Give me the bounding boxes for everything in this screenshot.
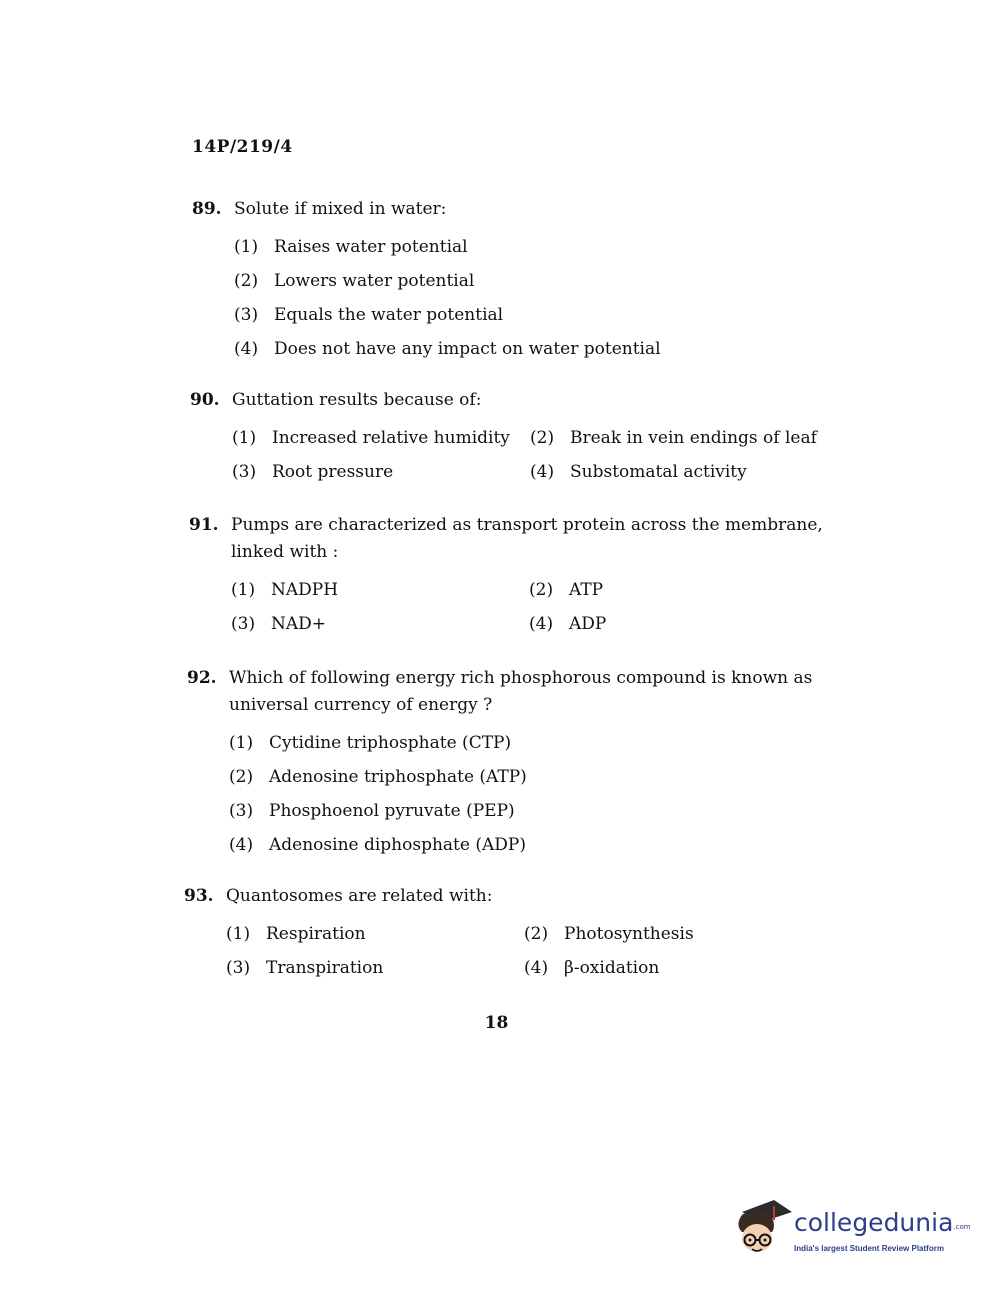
option-text: Raises water potential	[274, 237, 468, 257]
question-text: Quantosomes are related with:	[226, 886, 493, 906]
logo-domain: .com	[953, 1223, 971, 1231]
option-number: (4)	[524, 958, 549, 978]
option-number: (3)	[226, 958, 251, 978]
option-1	[232, 428, 530, 448]
option-text: Equals the water potential	[274, 305, 504, 325]
option-4	[530, 462, 747, 482]
option-number: (2)	[229, 767, 254, 787]
option-number: (1)	[229, 733, 254, 753]
option-2	[229, 767, 527, 787]
question-text: Guttation results because of:	[232, 390, 482, 410]
option-3	[226, 958, 524, 978]
option-1	[234, 237, 468, 257]
option-number: (2)	[524, 924, 549, 944]
option-text: Phosphoenol pyruvate (PEP)	[269, 801, 515, 821]
options-list	[226, 917, 824, 985]
page-number: 18	[484, 1013, 509, 1033]
question-text: Pumps are characterized as transport protein across the membrane, linked with :	[231, 515, 823, 562]
option-text: Photosynthesis	[564, 924, 694, 944]
options-list	[231, 573, 829, 641]
question-number: 92.	[187, 668, 217, 688]
question-93	[184, 883, 824, 985]
option-text: Adenosine triphosphate (ATP)	[269, 767, 527, 787]
option-3	[229, 801, 515, 821]
option-text: β-oxidation	[564, 958, 660, 978]
option-4	[524, 958, 659, 978]
option-1	[226, 924, 524, 944]
option-number: (4)	[530, 462, 555, 482]
collegedunia-logo	[736, 1196, 971, 1266]
option-number: (4)	[229, 835, 254, 855]
option-4	[229, 835, 526, 855]
option-text: Lowers water potential	[274, 271, 475, 291]
option-text: ADP	[569, 614, 607, 634]
options-list	[229, 726, 827, 862]
question-number: 89.	[192, 199, 222, 219]
option-4	[529, 614, 606, 634]
question-text: Solute if mixed in water:	[234, 199, 447, 219]
option-text: Root pressure	[272, 462, 394, 482]
question-91	[189, 512, 829, 641]
options-list	[232, 421, 830, 489]
option-number: (4)	[234, 339, 259, 359]
question-number: 93.	[184, 886, 214, 906]
option-2	[529, 580, 603, 600]
question-number: 91.	[189, 515, 219, 535]
option-text: NADPH	[271, 580, 339, 600]
mascot-icon	[736, 1196, 794, 1266]
question-number: 90.	[190, 390, 220, 410]
option-number: (2)	[529, 580, 554, 600]
option-2	[234, 271, 474, 291]
option-number: (3)	[232, 462, 257, 482]
option-2	[530, 428, 817, 448]
option-text: Respiration	[266, 924, 366, 944]
option-1	[231, 580, 529, 600]
option-text: Increased relative humidity	[272, 428, 510, 448]
option-text: Transpiration	[266, 958, 384, 978]
option-number: (1)	[232, 428, 257, 448]
option-number: (3)	[231, 614, 256, 634]
paper-code: 14P/219/4	[192, 137, 293, 157]
option-text: Does not have any impact on water potential	[274, 339, 661, 359]
question-89	[192, 196, 832, 366]
option-text: Adenosine diphosphate (ADP)	[269, 835, 526, 855]
option-number: (1)	[226, 924, 251, 944]
option-text: Break in vein endings of leaf	[570, 428, 817, 448]
option-number: (3)	[234, 305, 259, 325]
option-text: ATP	[569, 580, 604, 600]
option-number: (2)	[234, 271, 259, 291]
option-number: (1)	[231, 580, 256, 600]
option-4	[234, 339, 661, 359]
option-text: Cytidine triphosphate (CTP)	[269, 733, 512, 753]
option-text: Substomatal activity	[570, 462, 747, 482]
option-number: (1)	[234, 237, 259, 257]
question-90	[190, 387, 830, 489]
option-1	[229, 733, 511, 753]
logo-tagline: India's largest Student Review Platform	[794, 1244, 944, 1253]
options-list	[234, 230, 832, 366]
question-text: Which of following energy rich phosphorous compound is known as universal currency of energy ?	[229, 668, 813, 715]
option-number: (2)	[530, 428, 555, 448]
option-3	[232, 462, 530, 482]
logo-name: collegedunia	[794, 1208, 954, 1237]
option-number: (4)	[529, 614, 554, 634]
option-number: (3)	[229, 801, 254, 821]
logo-wordmark	[794, 1208, 971, 1237]
option-2	[524, 924, 694, 944]
option-3	[231, 614, 529, 634]
option-text: NAD+	[271, 614, 327, 634]
question-92	[187, 665, 827, 862]
option-3	[234, 305, 503, 325]
